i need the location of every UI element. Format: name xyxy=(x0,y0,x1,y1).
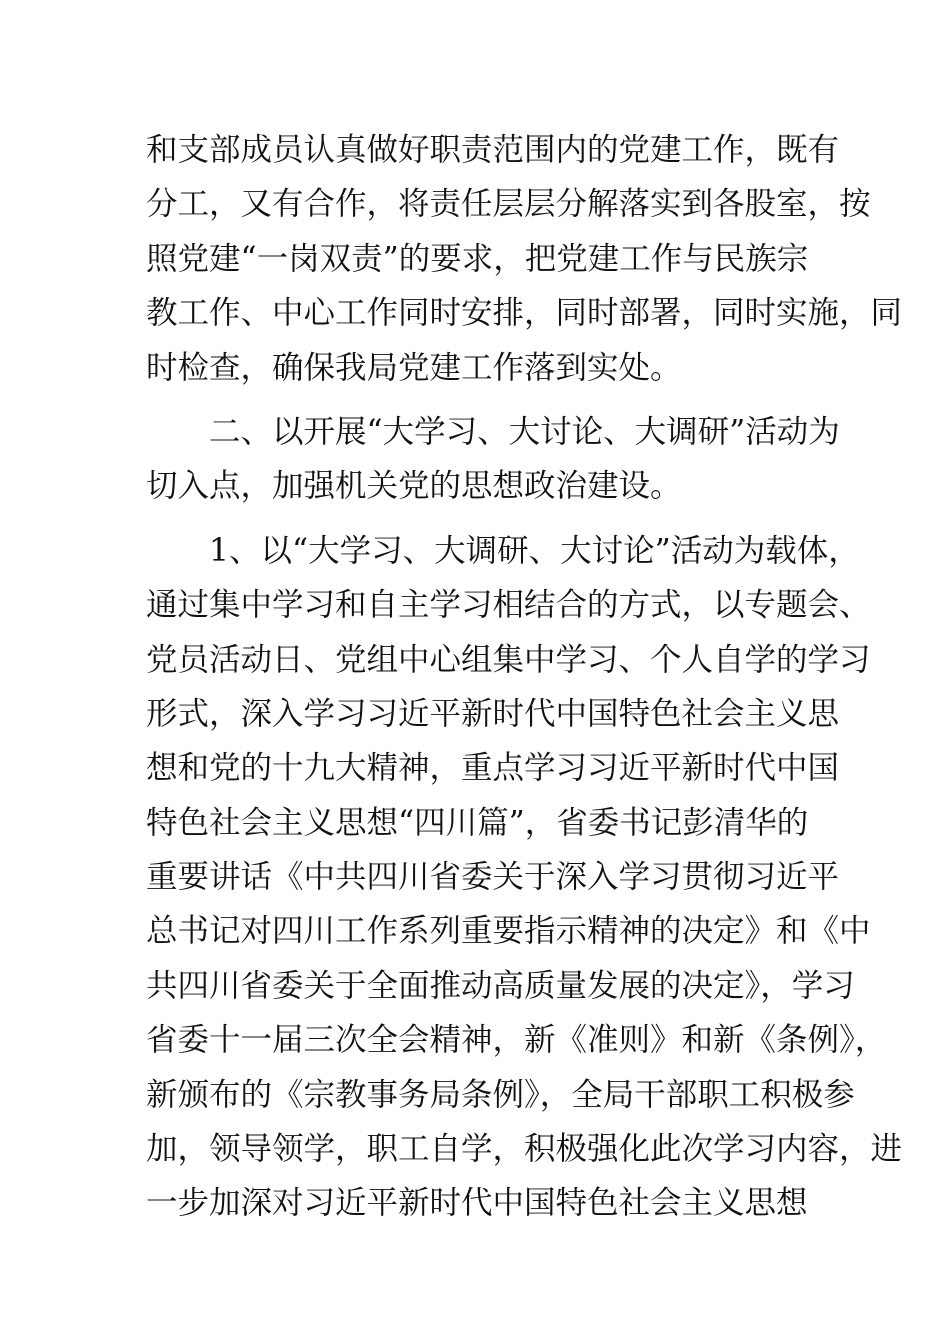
text-line: 时检查，确保我局党建工作落到实处。 xyxy=(146,349,682,386)
paragraph-gap xyxy=(146,514,810,524)
text-line: 新颁布的《宗教事务局条例》，全局干部职工积极参 xyxy=(146,1076,855,1113)
section-heading-line: 二、以开展“大学习、大讨论、大调研”活动为 xyxy=(146,413,840,450)
paragraph-gap xyxy=(146,395,810,405)
text-line: 重要讲话《中共四川省委关于深入学习贯彻习近平 xyxy=(146,859,840,896)
text-line: 特色社会主义思想“四川篇”，省委书记彭清华的 xyxy=(146,804,809,841)
text-line: 照党建“一岗双责”的要求，把党建工作与民族宗 xyxy=(146,240,809,277)
text-line: 共四川省委关于全面推动高质量发展的决定》，学习 xyxy=(146,967,855,1004)
section-heading-line: 切入点，加强机关党的思想政治建设。 xyxy=(146,468,682,505)
text-line: 形式，深入学习习近平新时代中国特色社会主义思 xyxy=(146,695,840,732)
text-line: 省委十一届三次全会精神，新《准则》和新《条例》， xyxy=(146,1022,887,1059)
text-line: 通过集中学习和自主学习相结合的方式，以专题会、 xyxy=(146,587,871,624)
text-line: 分工，又有合作，将责任层层分解落实到各股室，按 xyxy=(146,186,871,223)
text-line: 加，领导领学，职工自学，积极强化此次学习内容，进 xyxy=(146,1131,903,1168)
document-body xyxy=(146,123,903,1231)
text-line: 教工作、中心工作同时安排，同时部署，同时实施，同 xyxy=(146,295,903,332)
text-line: 总书记对四川工作系列重要指示精神的决定》和《中 xyxy=(146,913,871,950)
text-line: 一步加深对习近平新时代中国特色社会主义思想 xyxy=(146,1185,808,1222)
text-line: 和支部成员认真做好职责范围内的党建工作，既有 xyxy=(146,132,840,168)
text-line: 党员活动日、党组中心组集中学习、个人自学的学习 xyxy=(146,641,871,678)
text-line: 1、以“大学习、大调研、大讨论”活动为载体， xyxy=(146,532,860,569)
text-line: 想和党的十九大精神，重点学习习近平新时代中国 xyxy=(146,750,840,787)
